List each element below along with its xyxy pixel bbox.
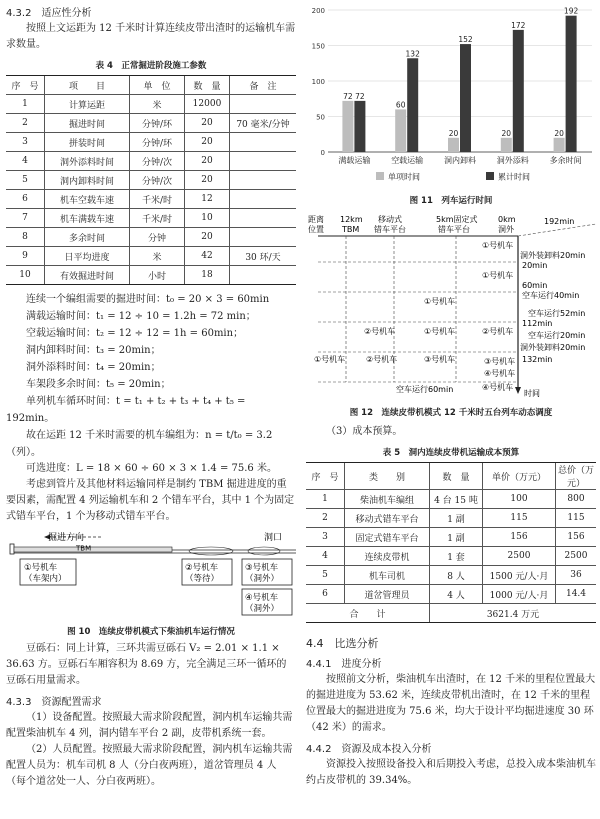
table5-cell: 柴油机车编组 — [345, 490, 430, 509]
formula-line: 洞内卸料时间：t₃ = 20min； — [26, 345, 161, 356]
bar-cumulative — [407, 58, 418, 152]
fig12-fixed-platform-label: 5km固定式 — [436, 215, 478, 224]
fig12-caption: 图 12 连续皮带机模式 12 千米时五台列车动态调度 — [349, 408, 553, 418]
x-category-label: 满载运输 — [338, 156, 371, 165]
table5-cell: 100 — [483, 490, 556, 509]
fig12-bottom-label: ①号机车 — [314, 355, 346, 364]
table4-cell: 分钟/环 — [130, 133, 185, 152]
table4-cell: 机车空载车速 — [45, 190, 130, 209]
table4-cell — [230, 95, 297, 114]
fig12-12km-label: 12km — [340, 215, 363, 224]
fig12-right-label: 空车运行52min — [528, 309, 586, 318]
legend-swatch — [376, 172, 384, 180]
bar-single — [448, 138, 459, 152]
fig12-right-label: 洞外装卸料20min — [520, 343, 586, 352]
table4-cell: 12 — [185, 190, 230, 209]
legend-label: 累计时间 — [498, 172, 530, 182]
bar-value-label: 132 — [405, 49, 420, 59]
x-category-label: 洞内卸料 — [444, 156, 476, 165]
fig12-bottom-label: ②号机车 — [366, 355, 398, 364]
table4-cell: 3 — [6, 133, 45, 152]
table5-row — [306, 566, 596, 585]
table4-cell — [230, 171, 297, 190]
fig12-right-label: 20min — [522, 261, 548, 270]
table5-cell: 固定式错车平台 — [345, 528, 430, 547]
table5-cell: 156 — [556, 528, 597, 547]
table5-cell: 4 人 — [430, 585, 483, 604]
table4-cell: 有效掘进时间 — [45, 266, 130, 285]
table4-cell: 10 — [185, 209, 230, 228]
fig12-position-label: 位置 — [308, 225, 324, 234]
table5-total-value: 3621.4 万元 — [430, 604, 597, 623]
fig12-mobile-platform-label2: 错车平台 — [374, 225, 406, 234]
table5-total-row — [306, 604, 596, 623]
fig12-distance-label: 距离 — [308, 215, 324, 224]
table4-cell: 日平均进度 — [45, 247, 130, 266]
table4-row — [6, 95, 296, 114]
table4-cell: 分钟/环 — [130, 114, 185, 133]
bar-cumulative — [354, 101, 365, 152]
fig10-diagram — [6, 529, 296, 621]
table5-row — [306, 490, 596, 509]
table5-cell: 800 — [556, 490, 597, 509]
formula-line: 空载运输时间：t₂ = 12 ÷ 12 = 1h = 60min； — [26, 328, 244, 339]
bar-value-label: 20 — [448, 128, 459, 138]
table4-cell: 6 — [6, 190, 45, 209]
table4-row — [6, 190, 296, 209]
fig11-caption: 图 11 列车运行时间 — [409, 196, 493, 206]
y-tick-label: 100 — [311, 78, 325, 86]
table5-cell: 115 — [483, 509, 556, 528]
table4-cell: 分钟 — [130, 228, 185, 247]
table4-cell: 米 — [130, 247, 185, 266]
fig12-mid-label: ④号机车 — [484, 369, 516, 378]
table5-cell: 6 — [306, 585, 345, 604]
table5-cell: 1500 元/人·月 — [483, 566, 556, 585]
table5-cell: 道岔管理员 — [345, 585, 430, 604]
fig12-tbm-label: TBM — [342, 225, 360, 234]
section-heading-4-3-3: 4.3.3 资源配置需求 — [6, 697, 102, 708]
fig10-box3-line1: ③号机车 — [245, 563, 279, 573]
table5-cell: 连续皮带机 — [345, 547, 430, 566]
bar-cumulative — [460, 44, 471, 152]
bar-cumulative — [566, 16, 577, 152]
table4-cell: 9 — [6, 247, 45, 266]
table4-row — [6, 133, 296, 152]
table4-body — [6, 95, 296, 285]
table5-cell: 2500 — [483, 547, 556, 566]
table4-cell: 20 — [185, 133, 230, 152]
table5-header-cell: 单价（万元） — [483, 463, 556, 490]
right-column — [306, 0, 596, 789]
fig12-right-label: 空车运行20min — [528, 331, 586, 340]
fig10-box4-line2: （洞外） — [245, 604, 280, 614]
table5-cell: 4 — [306, 547, 345, 566]
fig12-run-60min-label: 空车运行60min — [396, 385, 454, 394]
cost-paragraph: （3）成本预算。 — [326, 426, 403, 437]
y-tick-label: 0 — [320, 149, 325, 157]
fig10-portal-label: 洞口 — [264, 533, 283, 543]
table4-cell — [230, 266, 297, 285]
table4-header-cell: 单 位 — [130, 76, 185, 95]
length-paragraph: 可选进度：L = 18 × 60 ÷ 60 × 3 × 1.4 = 75.6 米。 — [26, 463, 277, 474]
fig12-mid-label: ③号机车 — [484, 357, 516, 366]
table5-row — [306, 509, 596, 528]
fig11-bar-chart — [306, 2, 596, 192]
fig12-mid-label: ②号机车 — [482, 327, 514, 336]
table4-header-row — [6, 76, 296, 95]
table5-cell: 36 — [556, 566, 597, 585]
table5-cell: 1 副 — [430, 509, 483, 528]
fig10-box2-line1: ②号机车 — [185, 563, 219, 573]
table4-row — [6, 171, 296, 190]
fig10-box1-line2: （车架内） — [24, 574, 67, 584]
table4-cell: 20 — [185, 152, 230, 171]
table4 — [6, 75, 296, 285]
fig10-box3-line2: （洞外） — [245, 574, 280, 584]
legend-swatch — [486, 172, 494, 180]
fig12-right-label: 60min — [522, 281, 548, 290]
formula-line: 满载运输时间：t₁ = 12 ÷ 10 = 1.2h = 72 min； — [26, 311, 256, 322]
left-column — [6, 0, 296, 790]
bar-single — [342, 101, 353, 152]
formula-line: 故在运距 12 千米时需要的机车编组为：n = t/t₀ = 3.2（列）。 — [6, 430, 273, 458]
table4-cell: 12000 — [185, 95, 230, 114]
table5-row — [306, 547, 596, 566]
bar-single — [395, 109, 406, 152]
table4-cell: 机车满载车速 — [45, 209, 130, 228]
table4-cell: 8 — [6, 228, 45, 247]
fig12-fixed-platform-label2: 错车平台 — [438, 225, 470, 234]
formula-line: 洞外添料时间：t₄ = 20min； — [26, 362, 161, 373]
table5-header-cell: 序 号 — [306, 463, 345, 490]
fig10-box4-line1: ④号机车 — [245, 593, 279, 603]
table4-cell: 千米/时 — [130, 209, 185, 228]
table4-cell: 70 毫米/分钟 — [230, 114, 297, 133]
table4-cell: 掘进时间 — [45, 114, 130, 133]
bar-value-label: 72 — [343, 91, 353, 101]
table4-row — [6, 247, 296, 266]
table5-cell: 1 副 — [430, 528, 483, 547]
table4-header-cell: 序 号 — [6, 76, 45, 95]
table4-cell: 分钟/次 — [130, 152, 185, 171]
bar-single — [554, 138, 565, 152]
section-heading-4-3-2: 4.3.2 适应性分析 — [6, 8, 92, 19]
table4-cell: 4 — [6, 152, 45, 171]
table5-total-label: 合 计 — [306, 604, 430, 623]
table5 — [306, 462, 596, 623]
formula-line: 车架段多余时间：t₅ = 20min； — [26, 379, 171, 390]
table5-header-row — [306, 463, 596, 490]
bar-value-label: 60 — [395, 100, 406, 110]
bar-value-label: 192 — [563, 6, 579, 16]
table4-row — [6, 209, 296, 228]
table4-header-cell: 项 目 — [45, 76, 130, 95]
table5-cell: 1000 元/人·月 — [483, 585, 556, 604]
bar-value-label: 72 — [355, 91, 365, 101]
table4-cell — [230, 228, 297, 247]
fig12-right-label: 洞外装卸料20min — [520, 251, 586, 260]
formula-line: 连续一个编组需要的掘进时间：t₀ = 20 × 3 = 60min — [26, 294, 270, 305]
table4-cell: 计算运距 — [45, 95, 130, 114]
table4-cell: 20 — [185, 171, 230, 190]
table4-cell: 42 — [185, 247, 230, 266]
table5-cell: 4 台 15 吨 — [430, 490, 483, 509]
section-heading-4-4-1: 4.4.1 进度分析 — [306, 659, 382, 670]
table5-header-cell: 类 别 — [345, 463, 430, 490]
table4-cell: 20 — [185, 228, 230, 247]
table4-row — [6, 152, 296, 171]
table5-header-cell: 数 量 — [430, 463, 483, 490]
fig12-time-axis-label: 时间 — [524, 389, 540, 398]
bar-value-label: 172 — [511, 20, 526, 30]
table4-cell: 多余时间 — [45, 228, 130, 247]
fig12-mobile-platform-label: 移动式 — [378, 215, 402, 224]
fig12-diagram — [306, 212, 596, 402]
bar-single — [501, 138, 512, 152]
table4-cell — [230, 209, 297, 228]
fig12-mid-label: ①号机车 — [424, 327, 456, 336]
table4-caption: 表 4 正常掘进阶段施工参数 — [95, 61, 207, 71]
table4-cell — [230, 190, 297, 209]
x-category-label: 洞外添料 — [496, 156, 529, 165]
y-tick-label: 50 — [316, 113, 325, 122]
table5-cell: 移动式错车平台 — [345, 509, 430, 528]
table4-cell: 18 — [185, 266, 230, 285]
fig12-outside-label: 洞外 — [498, 225, 514, 234]
y-tick-label: 150 — [311, 42, 325, 51]
table4-cell: 小时 — [130, 266, 185, 285]
table4-row — [6, 228, 296, 247]
table5-cell: 115 — [556, 509, 597, 528]
fig12-bottom-label: ③号机车 — [424, 355, 456, 364]
progress-paragraph: 按照前文分析，柴油机车出渣时，在 12 千米的里程位置最大的掘进进度为 53.62 米，连续皮带机出渣时，在 12 千米的里程位置最大的掘进进度为 75.6 米，均大于设计平均掘进速度 30 环（42 米）的需求。 — [306, 674, 596, 733]
y-tick-label: 200 — [311, 7, 325, 15]
fig12-0km-label: 0km — [498, 215, 516, 224]
table5-caption: 表 5 洞内连续皮带机运输成本预算 — [382, 448, 520, 458]
fig10-direction-label: 掘进方向 — [48, 533, 85, 543]
table4-header-cell: 数 量 — [185, 76, 230, 95]
fig10-tbm-label: TBM — [76, 544, 92, 553]
legend-label: 单项时间 — [388, 172, 420, 182]
gravel-paragraph: 豆砾石：同上计算，三环共需豆砾石 V₂ = 2.01 × 1.1 × 36.63 方。豆砾石车厢容积为 8.69 方，完全满足三环一循环的豆砾石用量需求。 — [6, 643, 287, 686]
fig12-right-label: ①号机车 — [482, 241, 514, 250]
table5-cell: 8 人 — [430, 566, 483, 585]
table5-cell: 3 — [306, 528, 345, 547]
fig12-mid-label: ①号机车 — [424, 297, 456, 306]
table4-header-cell: 备 注 — [230, 76, 297, 95]
table4-cell: 2 — [6, 114, 45, 133]
table4-cell: 20 — [185, 114, 230, 133]
section-heading-4-4: 4.4 比选分析 — [306, 637, 379, 650]
table5-cell: 机车司机 — [345, 566, 430, 585]
bar-cumulative — [513, 30, 524, 152]
fig12-right-label: 空车运行40min — [522, 291, 580, 300]
table4-cell — [230, 133, 297, 152]
table4-cell: 拼装时间 — [45, 133, 130, 152]
table4-cell: 洞外添料时间 — [45, 152, 130, 171]
table4-row — [6, 114, 296, 133]
fig12-192min-label: 192min — [544, 217, 575, 226]
fig12-right-label: ①号机车 — [482, 271, 514, 280]
table5-cell: 14.4 — [556, 585, 597, 604]
formula-line: 单列机车循环时间：t = t₁ + t₂ + t₃ + t₄ + t₅ = 192min。 — [6, 396, 246, 424]
table4-cell: 米 — [130, 95, 185, 114]
table5-row — [306, 528, 596, 547]
table5-cell: 2500 — [556, 547, 597, 566]
table5-cell: 2 — [306, 509, 345, 528]
table4-cell — [230, 152, 297, 171]
fig12-mid-label: ②号机车 — [364, 327, 396, 336]
bar-value-label: 152 — [458, 35, 473, 45]
fig10-caption: 图 10 连续皮带机模式下柴油机车运行情况 — [67, 627, 235, 637]
table4-cell: 7 — [6, 209, 45, 228]
table4-cell: 5 — [6, 171, 45, 190]
fig12-bottom-label: ④号机车 — [482, 383, 514, 392]
table4-cell: 洞内卸料时间 — [45, 171, 130, 190]
table5-cell: 5 — [306, 566, 345, 585]
table5-header-cell: 总价（万元） — [556, 463, 597, 490]
table5-body — [306, 490, 596, 623]
fig12-right-label: 112min — [522, 319, 553, 328]
tbm-paragraph: 考虑到管片及其他材料运输同样是制约 TBM 掘进进度的重要因素，需配置 4 列运输机车和 2 个错车平台，其中 1 个为固定式错车平台，1 个为移动式错车平台。 — [6, 479, 295, 522]
table5-cell: 156 — [483, 528, 556, 547]
table5-cell: 1 套 — [430, 547, 483, 566]
table5-cell: 1 — [306, 490, 345, 509]
table4-cell: 10 — [6, 266, 45, 285]
table4-row — [6, 266, 296, 285]
equipment-paragraph: （1）设备配置。按照最大需求阶段配置，洞内机车运输共需配置柴油机车 4 列，洞内错车平台 2 副，皮带机系统一套。 — [6, 712, 293, 739]
x-category-label: 多余时间 — [549, 156, 582, 165]
fig12-right-label: 132min — [522, 355, 553, 364]
x-category-label: 空载运输 — [391, 156, 424, 165]
table4-cell: 千米/时 — [130, 190, 185, 209]
intro-paragraph: 按照上文运距为 12 千米时计算连续皮带出渣时的运输机车需求数量。 — [6, 23, 296, 50]
bar-value-label: 20 — [554, 128, 564, 138]
staff-paragraph: （2）人员配置。按照最大需求阶段配置，洞内机车运输共需配置人员为：机车司机 8 人（分白夜两班），道岔管理员 4 人（每个道岔处一人、分白夜两班）。 — [6, 744, 293, 787]
formula-list — [6, 291, 296, 461]
fig10-box1-line1: ①号机车 — [24, 563, 58, 573]
section-heading-4-4-2: 4.4.2 资源及成本投入分析 — [306, 744, 432, 755]
table4-cell: 1 — [6, 95, 45, 114]
bar-value-label: 20 — [501, 128, 512, 138]
table5-row — [306, 585, 596, 604]
table4-cell: 30 环/天 — [230, 247, 297, 266]
table4-cell: 分钟/次 — [130, 171, 185, 190]
resource-paragraph: 资源投入按照设备投入和后期投入考虑，总投入成本柴油机车约占皮带机的 39.34%。 — [306, 759, 596, 786]
fig10-box2-line2: （等待） — [185, 574, 220, 584]
